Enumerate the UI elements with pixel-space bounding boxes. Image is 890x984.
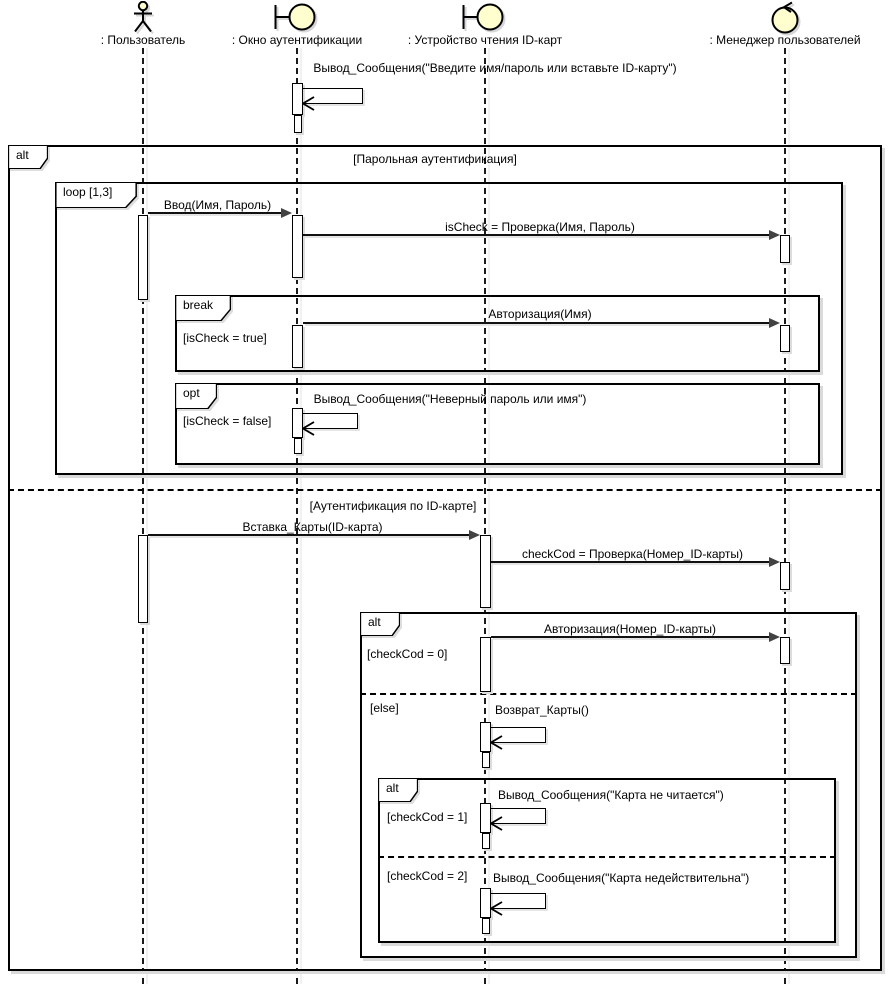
operator-tab-alt-card-error bbox=[378, 778, 418, 802]
lifeline-label-user-manager: : Менеджер пользователей bbox=[709, 33, 861, 47]
message-input-credentials-label: Ввод(Имя, Пароль) bbox=[163, 198, 272, 212]
message-check-card-label: checkCod = Проверка(Номер_ID-карты) bbox=[521, 547, 744, 561]
message-wrong-password-label: Вывод_Сообщения("Неверный пароль или имя") bbox=[313, 392, 587, 406]
message-authorize-card-label: Авторизация(Номер_ID-карты) bbox=[543, 622, 717, 636]
activation-bar bbox=[294, 438, 302, 454]
guard-password-auth: [Парольная аутентификация] bbox=[353, 152, 517, 166]
fragment-alt-card-error bbox=[378, 778, 836, 943]
activation-bar bbox=[482, 752, 490, 768]
boundary-icon bbox=[273, 2, 317, 32]
activation-bar bbox=[294, 115, 302, 133]
activation-bar bbox=[780, 235, 790, 263]
sync-arrowhead-icon bbox=[769, 230, 780, 240]
activation-bar bbox=[780, 325, 790, 352]
message-prompt-label: Вывод_Сообщения("Введите имя/пароль или вставьте ID-карту") bbox=[313, 61, 677, 75]
lifeline-label-auth-window: : Окно аутентификации bbox=[231, 33, 363, 47]
operator-label: loop [1,3] bbox=[63, 185, 113, 199]
operator-tab-opt bbox=[175, 383, 217, 409]
activation-bar bbox=[482, 833, 490, 849]
operator-tab-alt-outer bbox=[8, 145, 48, 169]
open-arrowhead-icon bbox=[302, 421, 315, 436]
control-icon bbox=[768, 1, 802, 35]
message-insert-card-line bbox=[148, 534, 470, 536]
operator-tab-break bbox=[175, 295, 231, 321]
guard-else: [else] bbox=[370, 701, 399, 715]
message-check-credentials-line bbox=[303, 234, 770, 236]
lifeline-label-card-reader: : Устройство чтения ID-карт bbox=[407, 33, 563, 47]
activation-bar bbox=[482, 918, 490, 934]
sync-arrowhead-icon bbox=[769, 557, 780, 567]
message-authorize-card-line bbox=[491, 636, 770, 638]
activation-bar bbox=[780, 562, 790, 590]
message-return-card-label: Возврат_Карты() bbox=[495, 703, 589, 717]
open-arrowhead-icon bbox=[490, 901, 503, 916]
message-check-card-line bbox=[491, 561, 770, 563]
activation-bar bbox=[480, 535, 491, 608]
fragment-alt-outer-divider bbox=[8, 489, 882, 491]
guard-ischeck-false: [isCheck = false] bbox=[183, 414, 272, 428]
activation-bar bbox=[138, 535, 148, 623]
guard-checkcod-0: [checkCod = 0] bbox=[367, 647, 448, 661]
operator-label: break bbox=[183, 298, 214, 312]
lifeline-label-user: : Пользователь bbox=[100, 33, 186, 47]
guard-ischeck-true: [isCheck = true] bbox=[183, 331, 267, 345]
message-authorize-name-line bbox=[303, 322, 770, 324]
message-card-invalid-label: Вывод_Сообщения("Карта недействительна") bbox=[493, 871, 750, 885]
operator-label: opt bbox=[183, 386, 200, 400]
message-check-credentials-label: isCheck = Проверка(Имя, Пароль) bbox=[445, 220, 635, 234]
fragment-alt-card-error-divider bbox=[378, 856, 836, 858]
sync-arrowhead-icon bbox=[469, 530, 480, 540]
message-input-credentials-line bbox=[148, 212, 282, 214]
fragment-alt-card-divider bbox=[360, 693, 857, 695]
open-arrowhead-icon bbox=[490, 816, 503, 831]
message-card-unreadable-label: Вывод_Сообщения("Карта не читается") bbox=[498, 788, 724, 802]
actor-icon bbox=[130, 1, 156, 33]
guard-idcard-auth: [Аутентификация по ID-карте] bbox=[309, 499, 477, 513]
open-arrowhead-icon bbox=[490, 735, 503, 750]
operator-tab-alt-card bbox=[360, 612, 400, 636]
operator-label: alt bbox=[16, 148, 29, 162]
sync-arrowhead-icon bbox=[769, 318, 780, 328]
guard-checkcod-2: [checkCod = 2] bbox=[387, 869, 468, 883]
activation-bar bbox=[292, 215, 303, 278]
message-authorize-name-label: Авторизация(Имя) bbox=[488, 307, 592, 321]
activation-bar bbox=[480, 637, 491, 692]
activation-bar bbox=[138, 215, 148, 300]
message-insert-card-label: Вставка_Карты(ID-карта) bbox=[242, 520, 383, 534]
operator-tab-loop bbox=[55, 182, 137, 208]
open-arrowhead-icon bbox=[302, 96, 315, 111]
sync-arrowhead-icon bbox=[769, 632, 780, 642]
activation-bar bbox=[780, 637, 790, 664]
operator-label: alt bbox=[386, 781, 399, 795]
guard-checkcod-1: [checkCod = 1] bbox=[387, 810, 468, 824]
activation-bar bbox=[292, 325, 303, 368]
boundary-icon bbox=[461, 2, 505, 32]
operator-label: alt bbox=[368, 615, 381, 629]
